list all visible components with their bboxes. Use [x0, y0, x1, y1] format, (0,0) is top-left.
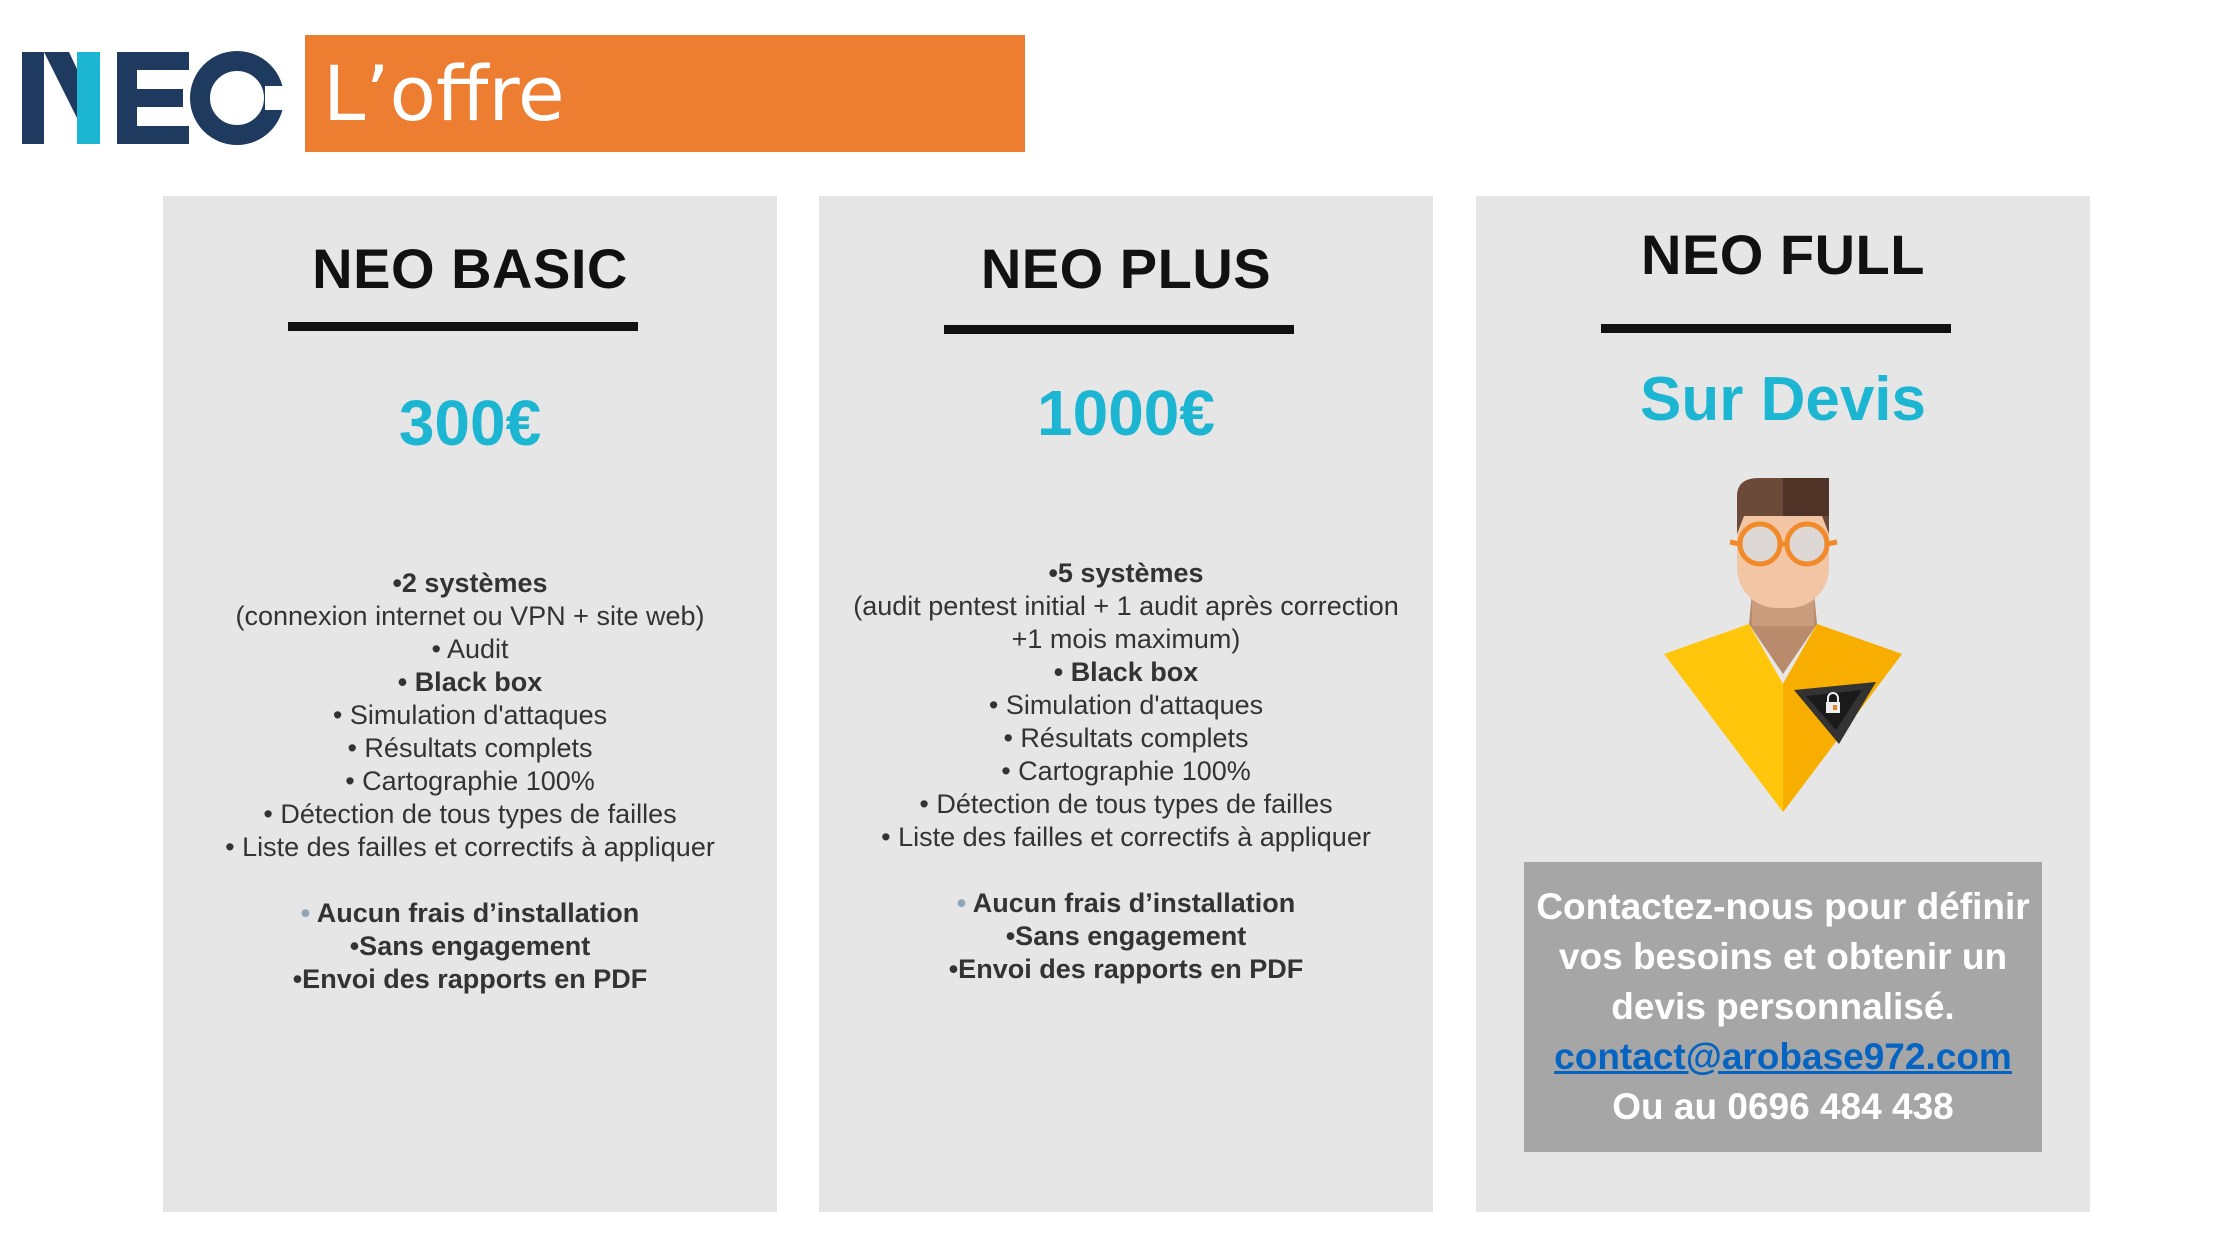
- contact-line: devis personnalisé.: [1611, 986, 1955, 1027]
- feature-line: • Simulation d'attaques: [988, 690, 1264, 720]
- feature-line: • Simulation d'attaques: [332, 700, 608, 730]
- bullet-icon: •: [956, 888, 973, 918]
- contact-line: Contactez-nous pour définir: [1536, 886, 2030, 927]
- extra-line: •Envoi des rapports en PDF: [948, 954, 1304, 984]
- neo-logo: [22, 48, 284, 148]
- feature-line: • Détection de tous types de failles: [263, 799, 677, 829]
- feature-line: +1 mois maximum): [1011, 624, 1241, 654]
- feature-line: • Résultats complets: [1003, 723, 1249, 753]
- plan-name-underline: [1601, 324, 1951, 333]
- feature-list: [163, 567, 777, 996]
- contact-line: vos besoins et obtenir un: [1558, 936, 2008, 977]
- plan-name: NEO BASIC: [312, 237, 628, 300]
- feature-line: •5 systèmes: [1048, 558, 1204, 588]
- bullet-icon: •: [300, 898, 317, 928]
- plan-card-basic: [163, 196, 777, 1212]
- plan-name: NEO PLUS: [980, 237, 1272, 300]
- contact-box: [1524, 862, 2042, 1152]
- extra-line: •Sans engagement: [1005, 921, 1247, 951]
- feature-line: • Audit: [431, 634, 509, 664]
- extra-line: •Sans engagement: [349, 931, 591, 961]
- extra-line: Aucun frais d’installation: [316, 898, 640, 928]
- feature-line: • Liste des failles et correctifs à appliquer: [225, 832, 715, 862]
- feature-line: • Cartographie 100%: [1001, 756, 1251, 786]
- feature-list: [819, 557, 1433, 986]
- feature-line: • Liste des failles et correctifs à appliquer: [881, 822, 1371, 852]
- plan-name: NEO FULL: [1641, 223, 1925, 286]
- hacker-avatar-icon: [1664, 474, 1902, 812]
- feature-line: • Black box: [1053, 657, 1199, 687]
- plan-card-plus: [819, 196, 1433, 1212]
- feature-line: • Cartographie 100%: [345, 766, 595, 796]
- plan-price: 300€: [398, 387, 542, 459]
- feature-line: • Black box: [397, 667, 543, 697]
- feature-line: • Détection de tous types de failles: [919, 789, 1333, 819]
- page-title: L’offre: [305, 35, 1025, 152]
- plan-name-underline: [288, 322, 638, 331]
- feature-line: (audit pentest initial + 1 audit après correction: [853, 591, 1399, 621]
- plan-price: 1000€: [1037, 377, 1215, 449]
- extra-line: •Envoi des rapports en PDF: [292, 964, 648, 994]
- plan-price: Sur Devis: [1639, 365, 1927, 434]
- contact-phone: Ou au 0696 484 438: [1612, 1086, 1954, 1127]
- extra-line: Aucun frais d’installation: [972, 888, 1296, 918]
- feature-line: • Résultats complets: [347, 733, 593, 763]
- feature-line: •2 systèmes: [392, 568, 548, 598]
- contact-email-link[interactable]: contact@arobase972.com: [1554, 1036, 2012, 1077]
- plan-name-underline: [944, 325, 1294, 334]
- plan-card-full: [1476, 196, 2090, 1212]
- feature-line: (connexion internet ou VPN + site web): [235, 601, 705, 631]
